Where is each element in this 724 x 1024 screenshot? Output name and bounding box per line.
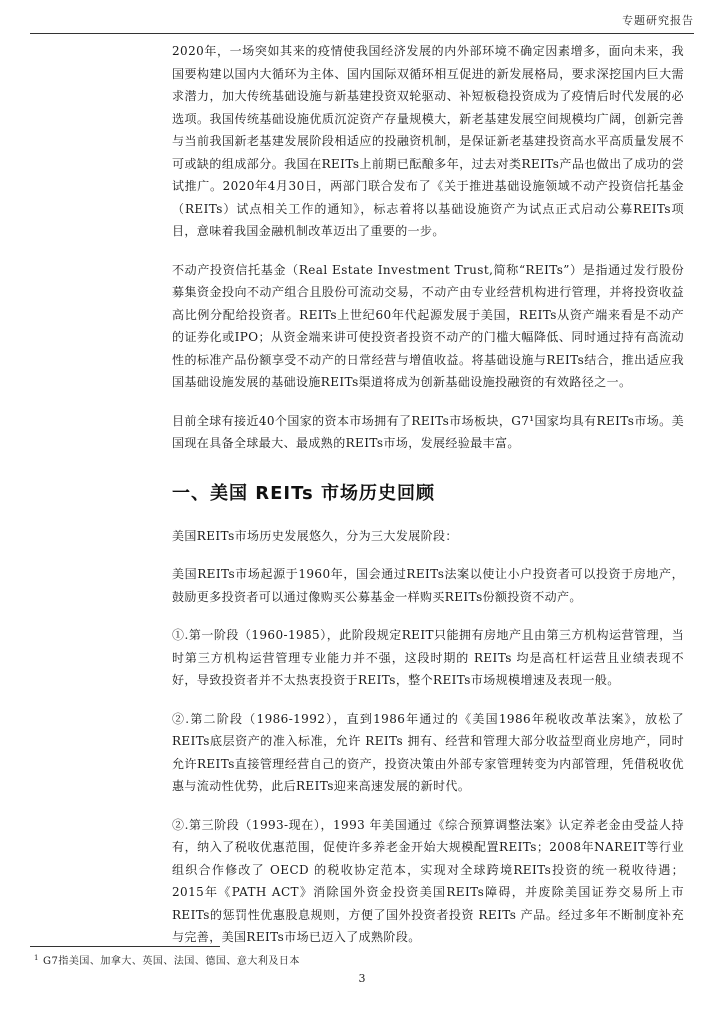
report-type-label: 专题研究报告 — [622, 14, 694, 27]
intro-paragraph-2: 不动产投资信托基金（Real Estate Investment Trust,简称“REITs”）是指通过发行股份募集资金投向不动产组合且股份可流动交易，不动产由专业经营机构进行管理，并将投资收益高比例分配给投资者。REITs上世纪60年代起源发展于美国，REITs从资产端来看是不动产的证券化或IPO；从资金端来讲可使投资者投资不动产的门槛大幅降低、同时通过持有高流动性的标准产品份额享受不动产的日常经营与增值收益。将基础设施与REITs结合，推出适应我国基础设施发展的基础设施REITs渠道将成为创新基础设施投融资的有效路径之一。 — [172, 262, 684, 389]
section-heading: 一、美国 REITs 市场历史回顾 — [172, 482, 435, 504]
footnote-divider — [30, 946, 220, 947]
main-content — [172, 40, 684, 965]
header-divider — [30, 33, 694, 34]
stage-2-paragraph: ②.第二阶段（1986-1992），直到1986年通过的《美国1986年税收改革法案》，放松了REITs底层资产的准入标准，允许 REITs 拥有、经营和管理大部分收益型商业房地产，同时允许REITs直接管理经营自己的资产，投资决策由外部专家管理转变为内部管理，凭借税收优惠与流动性优势，此后REITs迎来高速发展的新时代。 — [172, 711, 684, 793]
section-paragraph-2: 美国REITs市场起源于1960年，国会通过REITs法案以使让小户投资者可以投资于房地产，鼓励更多投资者可以通过像购买公募基金一样购买REITs份额投资不动产。 — [172, 567, 684, 604]
footnote — [34, 952, 300, 967]
footnote-marker: 1 — [34, 953, 39, 962]
intro-paragraph-1: 2020年，一场突如其来的疫情使我国经济发展的内外部环境不确定因素增多，面向未来，我国要构建以国内大循环为主体、国内国际双循环相互促进的新发展格局，要求深挖国内巨大需求潜力，加大传统基础设施与新基建投资双轮驱动、补短板稳投资成为了疫情后时代发展的必选项。我国传统基础设施优质沉淀资产存量规模大，新老基建发展空间规模均广阔，创新完善与当前我国新老基建发展阶段相适应的投融资机制，是保证新老基建投资高水平高质量发展不可或缺的组成部分。我国在REITs上前期已酝酿多年，过去对类REITs产品也做出了成功的尝试推广。2020年4月30日，两部门联合发布了《关于推进基础设施领域不动产投资信托基金（REITs）试点相关工作的通知》，标志着将以基础设施资产为试点正式启动公募REITs项目，意味着我国金融机制改革迈出了重要的一步。 — [172, 44, 684, 238]
stage-3-paragraph: ②.第三阶段（1993-现在），1993 年美国通过《综合预算调整法案》认定养老金由受益人持有，纳入了税收优惠范围，促使许多养老金开始大规模配置REITs；2008年NAREIT等行业组织合作修改了 OECD 的税收协定范本，实现对全球跨境REITs投资的统一税收待遇；2015年《PATH ACT》消除国外资金投资美国REITs障碍，并废除美国证券交易所上市REITs的惩罚性优惠股息规则，方便了国外投资者投资 REITs 产品。经过多年不断制度补充与完善，美国REITs市场已迈入了成熟阶段。 — [172, 817, 684, 944]
intro-paragraph-3: 目前全球有接近40个国家的资本市场拥有了REITs市场板块，G7¹国家均具有REITs市场。美国现在具备全球最大、最成熟的REITs市场，发展经验最丰富。 — [172, 413, 684, 450]
section-paragraph-1: 美国REITs市场历史发展悠久，分为三大发展阶段： — [172, 528, 458, 543]
stage-1-paragraph: ①.第一阶段（1960-1985），此阶段规定REIT只能拥有房地产且由第三方机构运营管理，当时第三方机构运营管理专业能力并不强，这段时期的 REITs 均是高杠杆运营且业绩表现不好，导致投资者并不太热衷投资于REITs，整个REITs市场规模增速及表现一般。 — [172, 628, 684, 687]
page-number: 3 — [358, 972, 366, 985]
footnote-text: G7指美国、加拿大、英国、法国、德国、意大利及日本 — [42, 956, 300, 967]
